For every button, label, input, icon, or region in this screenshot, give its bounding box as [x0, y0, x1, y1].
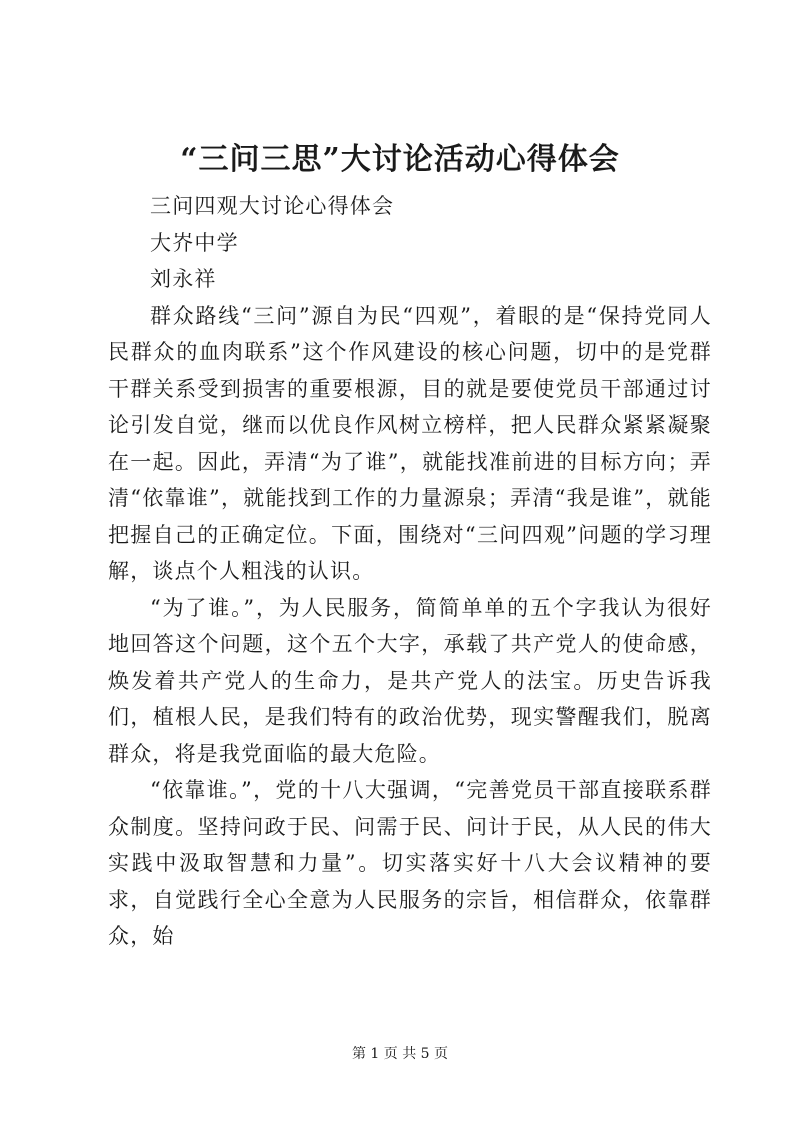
paragraph-rely-on-whom: “依靠谁。”，党的十八大强调，“完善党员干部直接联系群众制度。坚持问政于民、问需于民、问计于民，从人民的伟大实践中汲取智慧和力量”。切实落实好十八大会议精神的要求，自觉践行全心全意为人民服务的宗旨，相信群众，依靠群众，始 [108, 778, 712, 948]
paragraph-intro: 群众路线“三问”源自为民“四观”，着眼的是“保持党同人民群众的血肉联系”这个作风建设的核心问题，切中的是党群干群关系受到损害的重要根源，目的就是要使党员干部通过讨论引发自觉，继而以优良作风树立榜样，把人民群众紧紧凝聚在一起。因此，弄清“为了谁”，就能找准前进的目标方向；弄清“依靠谁”，就能找到工作的力量源泉；弄清“我是谁”，就能把握自己的正确定位。下面，围绕对“三问四观”问题的学习理解，谈点个人粗浅的认识。 [108, 303, 712, 583]
school-line: 大岕中学 [150, 230, 239, 255]
document-body [108, 188, 712, 955]
subtitle-line: 三问四观大讨论心得体会 [150, 194, 395, 218]
author-line: 刘永祥 [150, 267, 217, 291]
paragraph-for-whom: “为了谁。”，为人民服务，简简单单的五个字我认为很好地回答这个问题，这个五个大字，承载了共产党人的使命感，焕发着共产党人的生命力，是共产党人的法宝。历史告诉我们，植根人民，是我们特有的政治优势，现实警醒我们，脱离群众，将是我党面临的最大危险。 [108, 595, 712, 766]
page-footer: 第 1 页 共 5 页 [351, 1046, 449, 1062]
document-title: “三问三思”大讨论活动心得体会 [180, 142, 620, 177]
